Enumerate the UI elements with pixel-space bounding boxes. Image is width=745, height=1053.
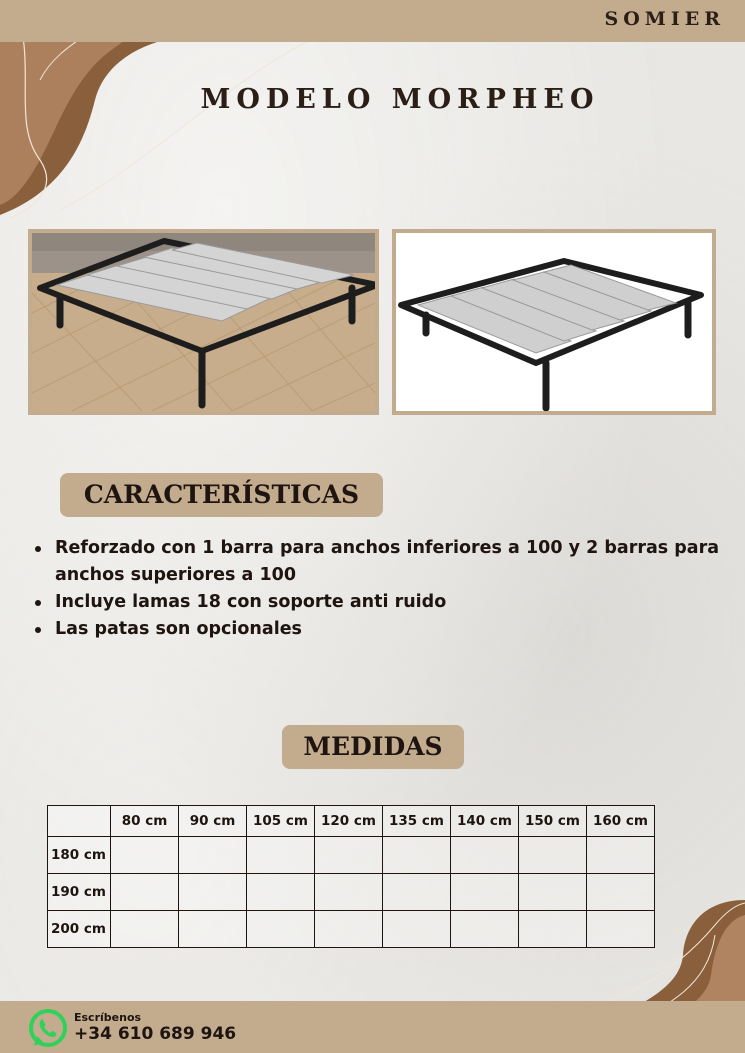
sizes-heading: MEDIDAS — [282, 725, 464, 769]
table-cell — [451, 874, 519, 911]
table-cell — [587, 874, 655, 911]
table-cell — [451, 911, 519, 948]
width-header-cell: 140 cm — [451, 806, 519, 837]
table-cell — [587, 911, 655, 948]
table-cell — [111, 874, 179, 911]
width-header-cell: 80 cm — [111, 806, 179, 837]
contact-phone[interactable]: +34 610 689 946 — [74, 1024, 237, 1044]
table-cell — [247, 874, 315, 911]
somier-illustration-white — [396, 233, 712, 411]
features-heading: CARACTERÍSTICAS — [60, 473, 383, 517]
table-cell — [383, 874, 451, 911]
contact-label: Escríbenos — [74, 1011, 142, 1024]
width-header-cell: 135 cm — [383, 806, 451, 837]
width-header-cell: 160 cm — [587, 806, 655, 837]
table-cell — [247, 911, 315, 948]
table-cell — [179, 874, 247, 911]
table-cell — [519, 837, 587, 874]
sizes-table — [47, 805, 655, 948]
feature-item: Las patas son opcionales — [33, 616, 723, 643]
table-row — [48, 837, 655, 874]
table-cell — [383, 911, 451, 948]
sizes-table-corner-cell — [48, 806, 111, 837]
table-row — [48, 874, 655, 911]
table-cell — [519, 874, 587, 911]
page-title: MODELO MORPHEO — [200, 84, 600, 115]
table-cell — [451, 837, 519, 874]
length-header-cell: 190 cm — [48, 874, 111, 911]
table-cell — [315, 837, 383, 874]
features-list — [33, 535, 723, 643]
table-cell — [247, 837, 315, 874]
feature-item: Incluye lamas 18 con soporte anti ruido — [33, 589, 723, 616]
feature-item: Reforzado con 1 barra para anchos inferiores a 100 y 2 barras para anchos superiores a 100 — [33, 535, 723, 589]
table-cell — [315, 911, 383, 948]
table-cell — [111, 911, 179, 948]
width-header-cell: 150 cm — [519, 806, 587, 837]
brand-label: SOMIER — [604, 8, 725, 30]
somier-photo-room — [28, 229, 379, 415]
table-cell — [315, 874, 383, 911]
table-cell — [519, 911, 587, 948]
table-cell — [111, 837, 179, 874]
width-header-cell: 120 cm — [315, 806, 383, 837]
table-cell — [179, 911, 247, 948]
table-cell — [179, 837, 247, 874]
table-row — [48, 911, 655, 948]
somier-photo-white — [392, 229, 716, 415]
sizes-table-header-row — [48, 806, 655, 837]
length-header-cell: 180 cm — [48, 837, 111, 874]
width-header-cell: 105 cm — [247, 806, 315, 837]
table-cell — [383, 837, 451, 874]
whatsapp-icon[interactable] — [26, 1006, 70, 1050]
table-cell — [587, 837, 655, 874]
somier-illustration-room — [32, 233, 375, 411]
width-header-cell: 90 cm — [179, 806, 247, 837]
length-header-cell: 200 cm — [48, 911, 111, 948]
